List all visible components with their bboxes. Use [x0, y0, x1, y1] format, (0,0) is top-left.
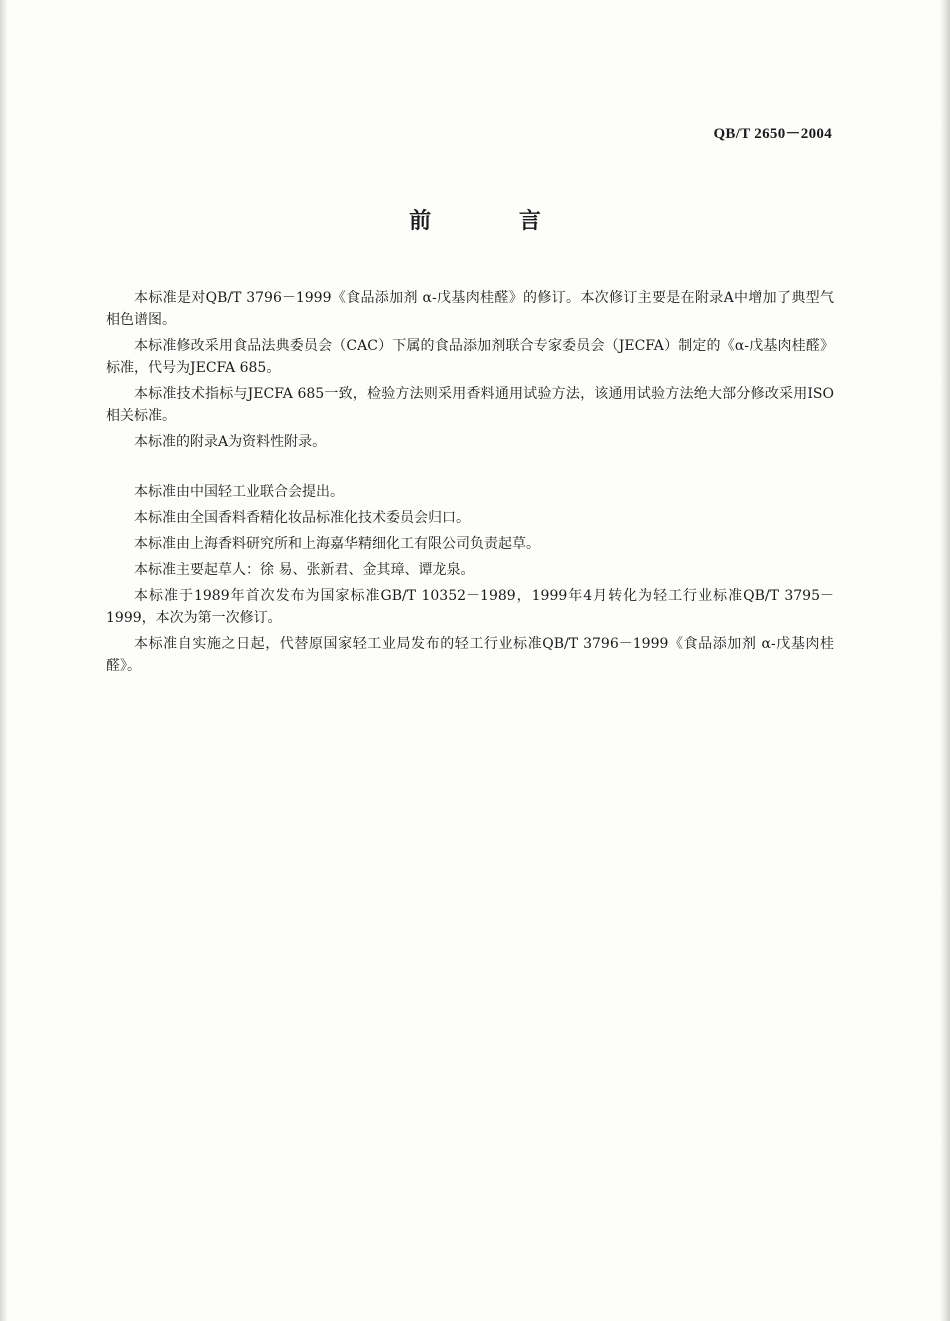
standard-code: QB/T 2650－2004: [713, 126, 832, 142]
scan-edge-left: [0, 0, 8, 1321]
paragraph: 本标准由全国香料香精化妆品标准化技术委员会归口。: [134, 510, 470, 526]
paragraph: 本标准的附录A为资料性附录。: [134, 434, 327, 450]
paragraph: 本标准于1989年首次发布为国家标准GB/T 10352－1989，1999年4月转化为轻工行业标准QB/T 3795－1999，本次为第一次修订。: [106, 588, 834, 626]
responsibility-section: [106, 481, 834, 681]
scan-edge-right: [940, 0, 950, 1321]
paragraph: 本标准修改采用食品法典委员会（CAC）下属的食品添加剂联合专家委员会（JECFA）制定的《α-戊基肉桂醛》标准，代号为JECFA 685。: [106, 338, 834, 376]
paragraph: 本标准主要起草人：徐 易、张新君、金其璋、谭龙泉。: [134, 562, 475, 578]
paragraph: 本标准由上海香料研究所和上海嘉华精细化工有限公司负责起草。: [134, 536, 540, 552]
paragraph: 本标准自实施之日起，代替原国家轻工业局发布的轻工行业标准QB/T 3796－1999《食品添加剂 α-戊基肉桂醛》。: [106, 636, 834, 674]
page-title: 前 言: [409, 209, 581, 234]
paragraph: 本标准由中国轻工业联合会提出。: [134, 484, 344, 500]
paragraph: 本标准技术指标与JECFA 685一致，检验方法则采用香料通用试验方法，该通用试验方法绝大部分修改采用ISO相关标准。: [106, 386, 834, 424]
paragraph: 本标准是对QB/T 3796－1999《食品添加剂 α-戊基肉桂醛》的修订。本次修订主要是在附录A中增加了典型气相色谱图。: [106, 290, 834, 328]
foreword-section: [106, 287, 834, 457]
